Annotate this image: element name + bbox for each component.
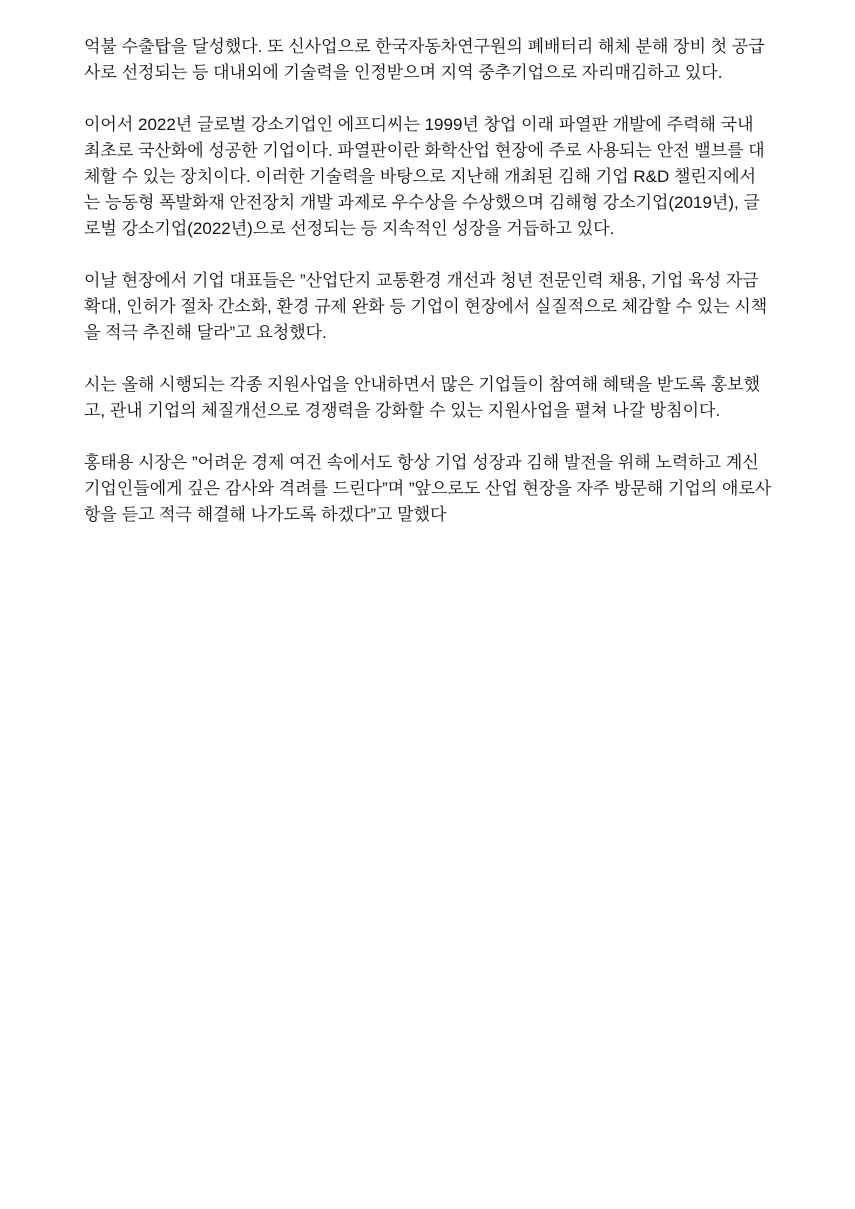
article-body (84, 34, 772, 554)
paragraph-1: 억불 수출탑을 달성했다. 또 신사업으로 한국자동차연구원의 폐배터리 해체 분해 장비 첫 공급사로 선정되는 등 대내외에 기술력을 인정받으며 지역 중추기업으로 자리매김하고 있다. (84, 37, 765, 82)
paragraph-4: 시는 올해 시행되는 각종 지원사업을 안내하면서 많은 기업들이 참여해 혜택을 받도록 홍보했고, 관내 기업의 체질개선으로 경쟁력을 강화할 수 있는 지원사업을 펼쳐 나갈 방침이다. (84, 375, 760, 420)
paragraph-5: 홍태용 시장은 ”어려운 경제 여건 속에서도 항상 기업 성장과 김해 발전을 위해 노력하고 계신 기업인들에게 깊은 감사와 격려를 드린다”며 ”앞으로도 산업 현장을 자주 방문해 기업의 애로사항을 듣고 적극 해결해 나가도록 하겠다”고 말했다 (84, 453, 772, 524)
paragraph-2: 이어서 2022년 글로벌 강소기업인 에프디씨는 1999년 창업 이래 파열판 개발에 주력해 국내 최초로 국산화에 성공한 기업이다. 파열판이란 화학산업 현장에 주로 사용되는 안전 밸브를 대체할 수 있는 장치이다. 이러한 기술력을 바탕으로 지난해 개최된 김해 기업 R&D 챌린지에서는 능동형 폭발화재 안전장치 개발 과제로 우수상을 수상했으며 김해형 강소기업(2019년), 글로벌 강소기업(2022년)으로 선정되는 등 지속적인 성장을 거듭하고 있다. (84, 115, 765, 238)
paragraph-3: 이날 현장에서 기업 대표들은 ”산업단지 교통환경 개선과 청년 전문인력 채용, 기업 육성 자금 확대, 인허가 절차 간소화, 환경 규제 완화 등 기업이 현장에서 실질적으로 체감할 수 있는 시책을 적극 추진해 달라”고 요청했다. (84, 271, 768, 342)
